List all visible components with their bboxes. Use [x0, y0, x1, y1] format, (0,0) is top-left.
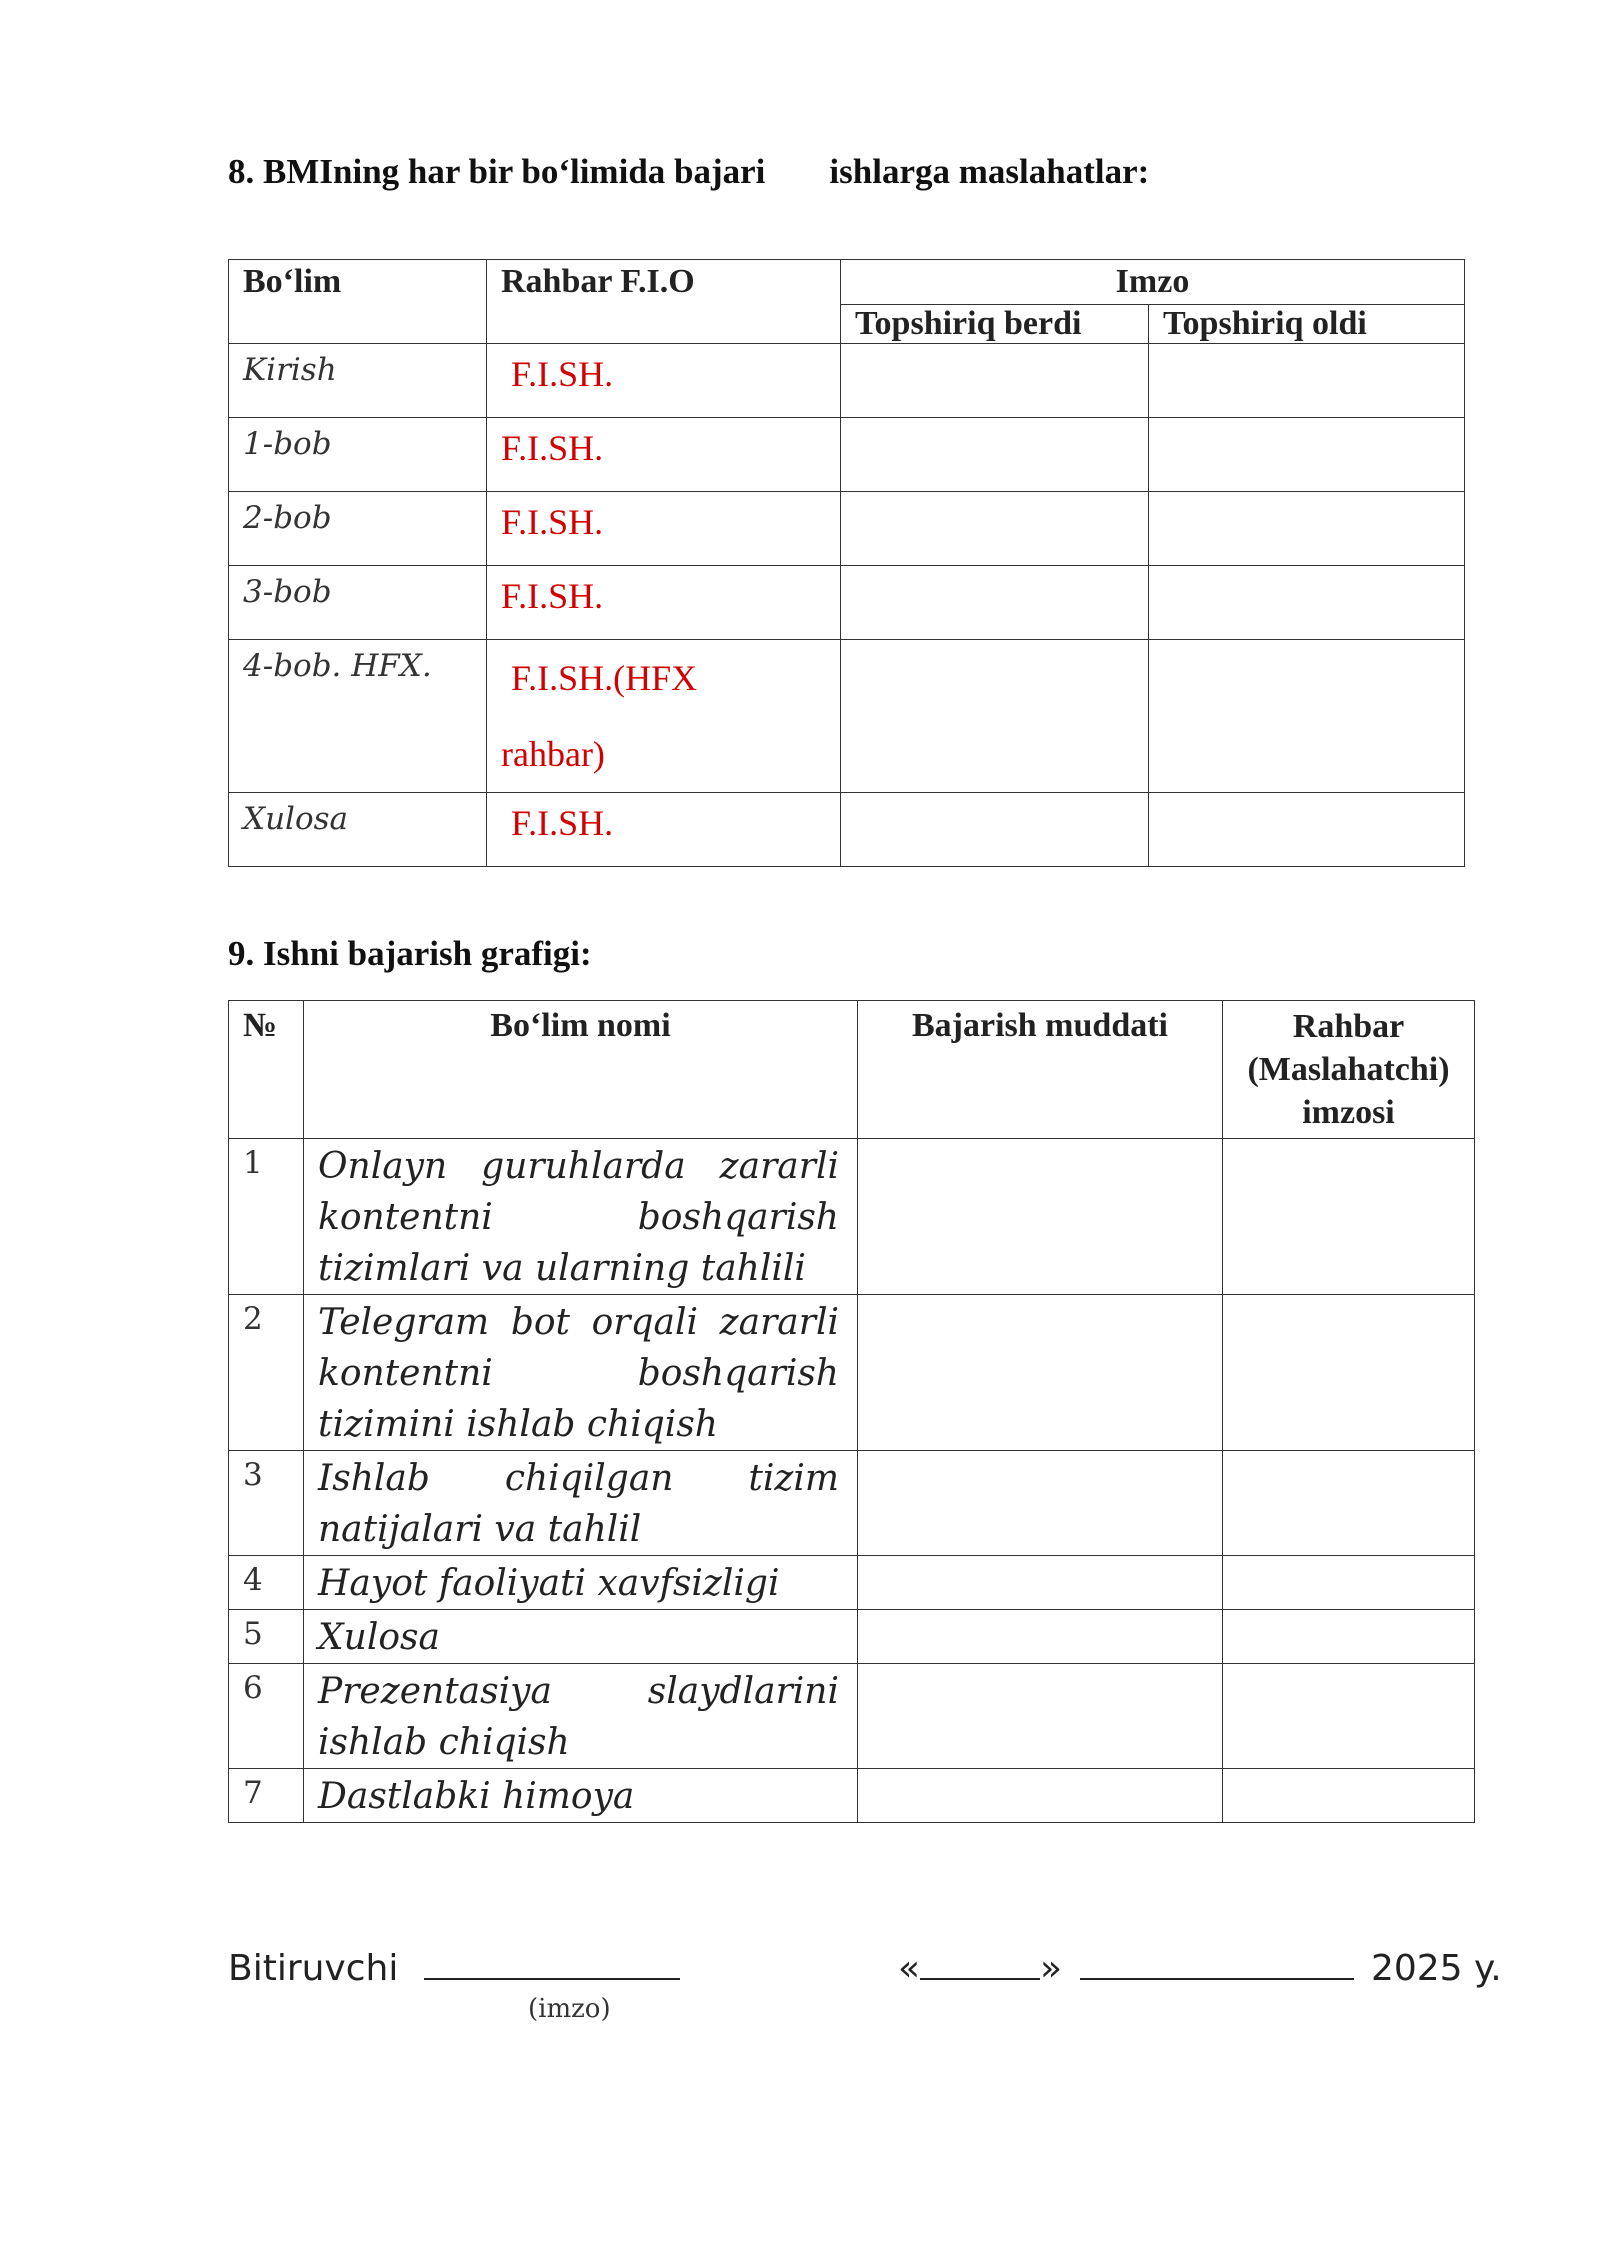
row-number: 7: [229, 1769, 304, 1823]
header-signature-line1: Rahbar: [1292, 1008, 1405, 1045]
signature-received-cell[interactable]: [1149, 492, 1465, 566]
header-task-received: Topshiriq oldi: [1149, 305, 1465, 344]
schedule-table: [228, 1000, 1475, 1823]
header-deadline: Bajarish muddati: [858, 1001, 1223, 1139]
table-row: [229, 640, 1465, 793]
deadline-cell[interactable]: [858, 1139, 1223, 1295]
section-title-text: Ishlab chiqilgan tizim natijalari va tahlil: [318, 1458, 839, 1550]
header-signature: Imzo: [841, 260, 1465, 305]
year-text: 2025 y.: [1370, 1948, 1502, 1989]
section-8-heading-part1: 8. BMIning har bir bo‘limida bajari: [228, 152, 766, 191]
advisor-signature-cell[interactable]: [1223, 1610, 1475, 1664]
header-section-name: Bo‘lim nomi: [304, 1001, 858, 1139]
table-row: [229, 1295, 1475, 1451]
advisors-table: [228, 259, 1465, 867]
table-row: [229, 793, 1465, 867]
section-title: [304, 1451, 858, 1556]
deadline-cell[interactable]: [858, 1295, 1223, 1451]
signature-received-cell[interactable]: [1149, 793, 1465, 867]
advisor-signature-cell[interactable]: [1223, 1556, 1475, 1610]
deadline-cell[interactable]: [858, 1610, 1223, 1664]
row-number: 2: [229, 1295, 304, 1451]
advisor-signature-cell[interactable]: [1223, 1664, 1475, 1769]
signature-received-cell[interactable]: [1149, 418, 1465, 492]
leader-name: F.I.SH.: [487, 793, 841, 867]
advisor-signature-cell[interactable]: [1223, 1295, 1475, 1451]
graduate-signature-field[interactable]: [424, 1944, 680, 1980]
section-title: Hayot faoliyati xavfsizligi: [304, 1556, 858, 1610]
signature-received-cell[interactable]: [1149, 640, 1465, 793]
header-signature-line3: imzosi: [1302, 1094, 1395, 1131]
header-leader: Rahbar F.I.O: [487, 260, 841, 344]
deadline-cell[interactable]: [858, 1769, 1223, 1823]
table-row: [229, 1664, 1475, 1769]
signature-given-cell[interactable]: [841, 793, 1149, 867]
header-section: Bo‘lim: [229, 260, 487, 344]
header-signature-line2: (Maslahatchi): [1247, 1051, 1450, 1088]
signature-given-cell[interactable]: [841, 418, 1149, 492]
row-number: 1: [229, 1139, 304, 1295]
section-title: Prezentasiya slaydlarini ishlab chiqish: [304, 1664, 858, 1769]
row-number: 3: [229, 1451, 304, 1556]
section-name: Kirish: [229, 344, 487, 418]
table-row: [229, 1769, 1475, 1823]
section-8-heading-part2: ishlarga maslahatlar:: [829, 152, 1150, 191]
advisor-signature-cell[interactable]: [1223, 1451, 1475, 1556]
graduate-signature-line: [228, 1944, 680, 1989]
section-title: Dastlabki himoya: [304, 1769, 858, 1823]
leader-name: F.I.SH.: [487, 492, 841, 566]
quote-open: «: [898, 1948, 921, 1989]
signature-received-cell[interactable]: [1149, 344, 1465, 418]
table-row: [229, 418, 1465, 492]
month-field[interactable]: [1080, 1944, 1354, 1980]
advisor-signature-cell[interactable]: [1223, 1139, 1475, 1295]
signature-caption: (imzo): [528, 1994, 611, 2024]
header-task-given: Topshiriq berdi: [841, 305, 1149, 344]
section-name: 2-bob: [229, 492, 487, 566]
section-name: Xulosa: [229, 793, 487, 867]
deadline-cell[interactable]: [858, 1664, 1223, 1769]
table-row: [229, 344, 1465, 418]
section-name: 4-bob. HFX.: [229, 640, 487, 793]
section-name: 3-bob: [229, 566, 487, 640]
date-line: [898, 1944, 1502, 1989]
section-8-heading: [228, 152, 1149, 192]
signature-given-cell[interactable]: [841, 640, 1149, 793]
table-row: [229, 1556, 1475, 1610]
leader-name-line2: rahbar): [501, 734, 605, 774]
section-title: Telegram bot orqali zararli kontentni boshqarish tizimini ishlab chiqish: [304, 1295, 858, 1451]
graduate-label: Bitiruvchi: [228, 1948, 399, 1989]
section-title: Xulosa: [304, 1610, 858, 1664]
leader-name: [487, 640, 841, 793]
table-row: [229, 1139, 1475, 1295]
deadline-cell[interactable]: [858, 1451, 1223, 1556]
row-number: 4: [229, 1556, 304, 1610]
signature-received-cell[interactable]: [1149, 566, 1465, 640]
leader-name: F.I.SH.: [487, 418, 841, 492]
advisor-signature-cell[interactable]: [1223, 1769, 1475, 1823]
heading-gap: [765, 173, 829, 183]
leader-name: F.I.SH.: [487, 344, 841, 418]
deadline-cell[interactable]: [858, 1556, 1223, 1610]
day-field[interactable]: [920, 1944, 1040, 1980]
leader-name-line1: F.I.SH.(HFX: [511, 658, 698, 698]
table-row: [229, 492, 1465, 566]
table-row: [229, 566, 1465, 640]
section-9-heading: 9. Ishni bajarish grafigi:: [228, 934, 592, 973]
table-row: [229, 1610, 1475, 1664]
signature-given-cell[interactable]: [841, 344, 1149, 418]
signature-given-cell[interactable]: [841, 566, 1149, 640]
section-name: 1-bob: [229, 418, 487, 492]
table-row: [229, 1451, 1475, 1556]
section-title: Onlayn guruhlarda zararli kontentni boshqarish tizimlari va ularning tahlili: [304, 1139, 858, 1295]
signature-given-cell[interactable]: [841, 492, 1149, 566]
header-number: №: [229, 1001, 304, 1139]
row-number: 6: [229, 1664, 304, 1769]
row-number: 5: [229, 1610, 304, 1664]
header-advisor-signature: [1223, 1001, 1475, 1139]
quote-close: »: [1040, 1948, 1063, 1989]
leader-name: F.I.SH.: [487, 566, 841, 640]
